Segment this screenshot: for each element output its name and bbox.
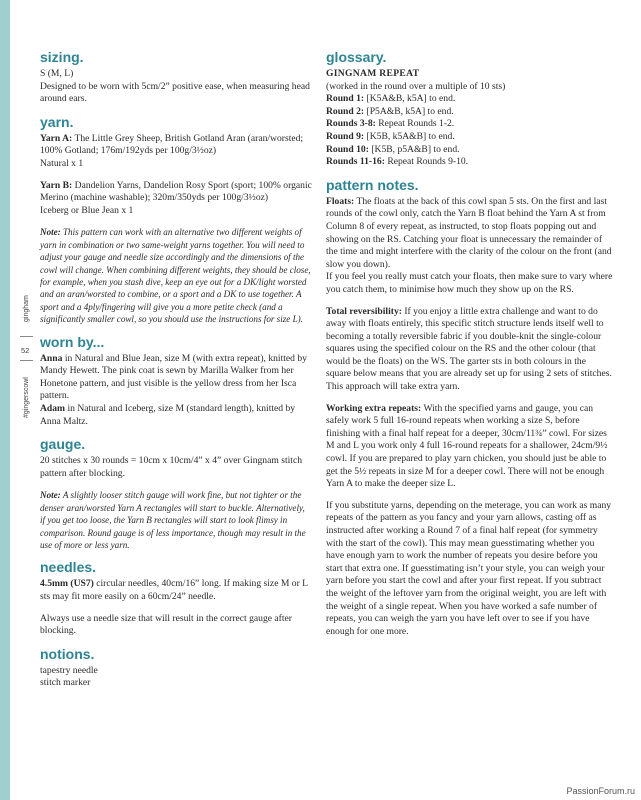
needles-section [40,560,312,637]
substitute-para: If you substitute yarns, depending on the meterage, you can work as many repeats of the pattern as you fancy and your yarn allows, casting off as instructed after working a Round 7 of a final half repeat (for symmetry with the start of the cowl). This may mean guesstimating whether you have enough yarn to work the number of repeats you desire before you start that extra one. If guesstimating isn’t your style, you can weigh your yarn before you start the cowl and after your first repeat. If you subtract the weight of the leftover yarn from the original weight, you are left with the weight of a single repeat. When you have worked a safe number of repeats, you can weigh the yarn you have left over to see if you have enough for one more. [326,499,612,637]
round-list [326,93,613,169]
yarn-b-text [40,180,312,205]
glossary-title: GINGNAM REPEAT [326,68,420,79]
needles-desc: circular needles, 40cm/16” long. If making size M or L sts may fit more easily on a 60cm/24” needle. [40,578,308,602]
page-number: 52 [21,346,30,355]
round-text: [K5A&B, k5A] to end. [366,93,456,105]
round-label: Rounds 11-16: [326,156,385,168]
yarn-a-qty: Natural x 1 [40,157,84,169]
round-item [326,144,613,157]
round-text: [P5A&B, k5A] to end. [366,105,454,117]
yarn-heading: yarn. [40,113,74,130]
sizing-section [40,50,312,106]
sidebar-divider [20,360,33,361]
yarn-section [40,115,312,326]
glossary-section [326,50,613,169]
needles-text [40,578,312,603]
right-column [326,50,613,647]
sizing-heading: sizing. [40,49,84,65]
floats-para2: If you feel you really must catch your floats, then make sure to vary where you catch them, to minimise how much they show up on the RS. [326,271,613,295]
notion-item: tapestry needle [40,664,98,676]
worn-by-heading: worn by... [40,333,105,350]
extra-repeats-para [326,403,613,491]
sizing-text: Designed to be worn with 5cm/2” positive ease, when measuring head around ears. [40,80,310,105]
needles-text2: Always use a needle size that will result in the correct gauge after blocking. [40,612,292,637]
notions-heading: notions. [40,645,95,662]
sidebar [10,0,30,800]
glossary-heading: glossary. [326,49,387,65]
reversibility-para [326,306,613,394]
yarn-a-text [40,133,312,158]
edge-color-strip [0,0,10,800]
reversibility-text: If you enjoy a little extra challenge and want to do away with floats entirely, this specific stitch structure lends itself well to becoming a totally reversible fabric if you double-knit the single-colour squares using the specified colour on the RS and the other colour (that would be the floats) on the WS. The garter sts in both colours in the square below means that you are already set up for using 2 sets of stitches. This approach will take extra yarn. [326,305,612,393]
yarn-note-label: Note: [40,227,61,238]
needle-size: 4.5mm (US7) [40,578,94,590]
model-desc: in Natural and Blue Jean, size M (with extra repeat), knitted by Mandy Hewett. The pink coat is sewn by Marilla Walker from her Honetone pattern, and just visible is the yellow dress from her Isca pattern. [40,352,307,402]
yarn-note [40,226,312,325]
floats-label: Floats: [326,195,355,207]
yarn-b-label: Yarn B: [40,179,73,191]
worn-by-section [40,335,312,429]
round-item [326,118,613,131]
round-label: Rounds 3-8: [326,118,376,130]
section-label: gingham [23,295,30,322]
round-label: Round 10: [326,143,369,155]
yarn-note-text: This pattern can work with an alternative two different weights of yarn in combination or two same-weight yarns together. You will need to adjust your gauge and needle size accordingly and the dimensions of the cowl will change. When combining different weights, they should be close, for example, when you stash dive, keep an eye out for a DK/light worsted and an aran/worsted to combine, or a sport and a DK to use together. A sport and a 4ply/fingering will give you a more petite check (and a significantly smaller cowl, so you should use the instructions for size L). [40,227,311,325]
worn-by-adam [40,403,312,428]
gauge-note-label: Note: [40,490,61,501]
floats-text: The floats at the back of this cowl span 5 sts. On the first and last rounds of the cowl only, catch the Yarn B float behind the Yarn A st from Column 8 of every repeat, as instructed, to stop floats popping out and showing on the RS. Catching your float is unnecessary the remainder of the time and might interfere with the clarity of the colour on the front (and slow you down). [326,195,612,270]
round-item [326,93,613,106]
notions-section [40,647,312,690]
yarn-a-desc: The Little Grey Sheep, British Gotland Aran (aran/worsted; 100% Gotland; 176m/192yds per 100g/3½oz) [40,132,304,157]
sidebar-divider [20,336,33,337]
extra-repeats-label: Working extra repeats: [326,402,422,414]
gauge-heading: gauge. [40,436,86,453]
gauge-note [40,489,312,551]
floats-para [326,196,613,272]
round-item [326,106,613,119]
yarn-a-label: Yarn A: [40,132,73,144]
round-item [326,156,613,169]
watermark: PassionForum.ru [566,786,635,796]
worn-by-anna [40,353,312,403]
notion-item: stitch marker [40,677,91,689]
yarn-b-qty: Iceberg or Blue Jean x 1 [40,204,134,216]
round-text: Repeat Rounds 9-10. [387,156,469,168]
glossary-intro: (worked in the round over a multiple of 10 sts) [326,80,506,92]
round-item [326,131,613,144]
model-desc: in Natural and Iceberg, size M (standard length), knitted by Anna Maltz. [40,402,296,427]
needles-heading: needles. [40,559,97,576]
round-label: Round 1: [326,93,365,105]
round-text: [K5B, p5A&B] to end. [371,143,460,155]
round-label: Round 2: [326,105,365,117]
reversibility-label: Total reversibility: [326,305,402,317]
yarn-b-desc: Dandelion Yarns, Dandelion Rosy Sport (sport; 100% organic Merino (machine washable); 320m/350yds per 100g/3½oz) [40,179,312,204]
model-name: Adam [40,402,66,414]
gauge-note-text: A slightly looser stitch gauge will work fine, but not tighter or the denser aran/worsted Yarn A rectangles will start to buckle. Alternatively, if you get too loose, the Yarn B rectangles will start to look flimsy in comparison. Round gauge is of less importance, though may result in the use of more or less yarn. [40,490,306,550]
extra-repeats-text: With the specified yarns and gauge, you can safely work 5 full 16-round repeats when working a size S, before finishing with a final half repeat for a deeper, 30cm/11¾” cowl. For sizes M and L you work only 4 full 16-round repeats for a shallower, 24cm/9½ cowl. If you are prepared to play yarn chicken, you should just be able to get the 5½ repeats in size M for a deeper cowl. There will not be enough Yarn A to make the deeper size L. [326,402,608,490]
model-name: Anna [40,352,63,364]
pattern-notes-heading: pattern notes. [326,176,419,193]
pattern-notes-section [326,178,613,639]
left-column [40,50,312,690]
sizing-sizes: S (M, L) [40,68,74,79]
gauge-section [40,437,312,551]
round-label: Round 9: [326,130,365,142]
round-text: [K5B, k5A&B] to end. [366,130,455,142]
round-text: Repeat Rounds 1-2. [378,118,455,130]
hashtag-label: #gingerscowl [23,377,30,418]
gauge-text: 20 stitches x 30 rounds = 10cm x 10cm/4” x 4” over Gingnam stitch pattern after blocking. [40,455,303,479]
